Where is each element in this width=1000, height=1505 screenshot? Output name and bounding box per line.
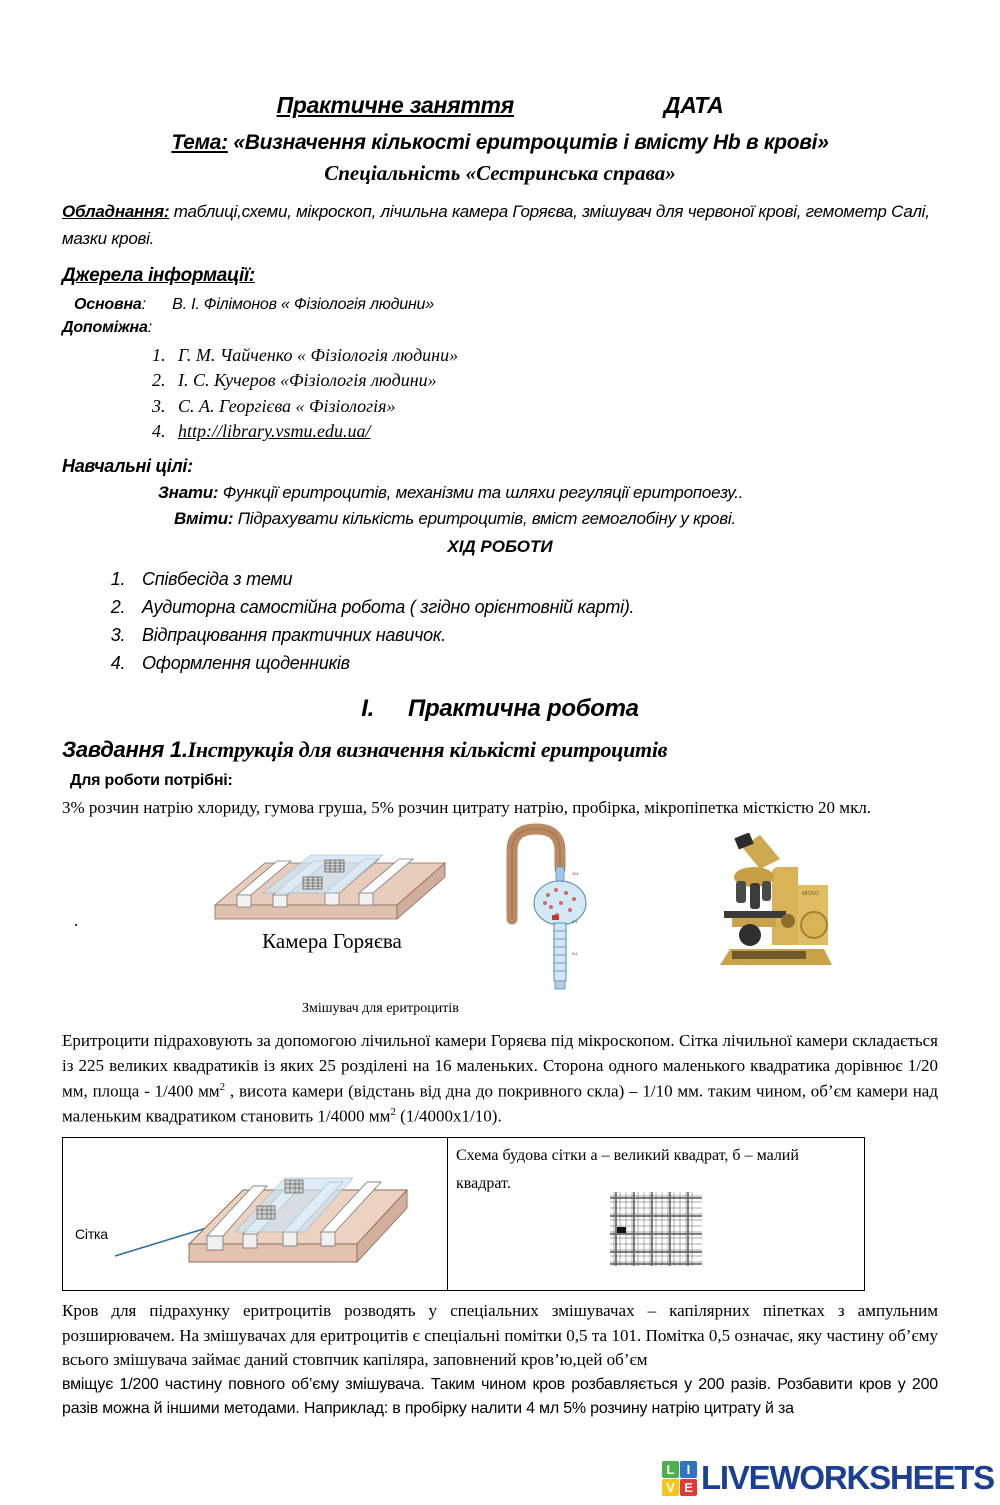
- grid-pointer-label: Сітка: [75, 1225, 108, 1242]
- source-primary-colon: :: [141, 295, 146, 313]
- list-item: [170, 368, 938, 394]
- grid-photo-icon: [608, 1190, 704, 1268]
- task-heading: [62, 737, 938, 763]
- step-text: Аудиторна самостійна робота ( згідно орієнтовній карті).: [142, 596, 635, 617]
- source-primary-value: В. І. Філімонов « Фізіологія людини»: [172, 295, 434, 313]
- logo-squares: [662, 1461, 697, 1496]
- source-item-text: С. А. Георгієва « Фізіологія»: [178, 395, 396, 416]
- needs-text: 3% розчин натрію хлориду, гумова груша, 5% розчин цитрату натрію, пробірка, мікропіпетка місткістю 20 мкл.: [62, 798, 872, 818]
- list-item: [170, 394, 938, 420]
- goryaev-chamber-figure: [207, 833, 452, 938]
- procedure-heading: ХІД РОБОТИ: [447, 536, 553, 556]
- table-row: [63, 1137, 865, 1290]
- source-primary-row: [74, 296, 938, 314]
- main-paragraph-part3: (1/4000х1/10).: [395, 1106, 502, 1126]
- date-placeholder: ДАТА: [663, 92, 724, 118]
- source-secondary-colon: :: [147, 318, 152, 336]
- goal-able-label: Вміти:: [174, 508, 234, 528]
- task-title: Інструкція для визначення кількісті еритроцитів: [187, 737, 668, 763]
- theme-value: «Визначення кількості еритроцитів і вмісту Hb в крові»: [233, 131, 829, 154]
- svg-text:MICRO: MICRO: [802, 890, 819, 897]
- task-number: Завдання 1.: [62, 737, 188, 763]
- practical-work-heading: [62, 695, 938, 723]
- main-paragraph-part2: , висота камери (відстань від дна до покривного скла) – 1/10 мм. таким чином, об’єм камери над маленьким квадратиком становить 1/4000 мм: [62, 1081, 938, 1126]
- logo-letter-e: E: [680, 1479, 697, 1496]
- source-link[interactable]: http://library.vsmu.edu.ua/: [178, 421, 371, 442]
- procedure-steps: [62, 565, 938, 677]
- needs-heading: Для роботи потрібні:: [70, 772, 233, 790]
- main-paragraph: [62, 1029, 938, 1130]
- source-secondary-row: [62, 319, 938, 337]
- equipment-text: таблиці,схеми, мікроскоп, лічильна камера Горяєва, змішувач для червоної крові, гемометр Салі, мазки крові.: [62, 202, 930, 248]
- goal-know-row: [158, 483, 938, 503]
- source-item-text: Г. М. Чайченко « Фізіологія людини»: [178, 344, 459, 365]
- theme-line: [62, 131, 938, 155]
- practical-work-number: I.: [361, 695, 375, 723]
- main-paragraph-part1: Еритроцити підраховують за допомогою лічильної камери Горяєва під мікроскопом. Сітка лічильної камери складається із 225 великих квадратиків із яких 25 розділені на 16 маленьких. Сторона одного маленького квадратика дорівнює 1/20 мм, площа - 1/400 мм: [62, 1030, 938, 1101]
- page-title-row: [62, 92, 938, 119]
- scheme-table: [62, 1137, 865, 1291]
- microscope-icon: [702, 833, 852, 981]
- mixer-pipette-icon: [490, 823, 606, 995]
- logo-letter-l: L: [662, 1461, 679, 1478]
- theme-label: Тема:: [171, 131, 228, 154]
- step-text: Оформлення щоденників: [142, 653, 350, 674]
- step-text: Відпрацювання практичних навичок.: [142, 625, 446, 646]
- list-item: [130, 649, 938, 677]
- chamber-caption: Камера Горяєва: [262, 928, 402, 953]
- chamber-with-grid-icon: [107, 1140, 437, 1288]
- svg-text:101: 101: [572, 870, 579, 876]
- list-item: [130, 593, 938, 621]
- logo-letter-i: I: [680, 1461, 697, 1478]
- bullet-dot: .: [74, 910, 79, 930]
- logo-letter-v: V: [662, 1479, 679, 1496]
- microscope-figure: [702, 833, 852, 986]
- list-item: [130, 565, 938, 593]
- goal-able-row: [174, 509, 938, 529]
- source-secondary-label: Допоміжна: [62, 318, 148, 336]
- table-cell-scheme: [448, 1137, 865, 1290]
- list-item: [170, 343, 938, 369]
- list-item: [170, 419, 938, 445]
- mixer-caption: Змішувач для еритроцитів: [302, 1000, 459, 1016]
- liveworksheets-logo[interactable]: [662, 1459, 994, 1497]
- source-primary-label: Основна: [74, 295, 142, 313]
- table-cell-chamber: [63, 1137, 448, 1290]
- equipment-block: [62, 199, 938, 253]
- main-paragraph-sup1: 2: [219, 1080, 226, 1093]
- list-item: [130, 621, 938, 649]
- bottom-paragraph-sans: вміщує 1/200 частину повного об’єму змішувача. Таким чином кров розбавляється у 200 разів. Розбавити кров у 200 разів можна й іншими методами. Наприклад: в пробірку налити 4 мл 5% розчину натрію цитрату й за: [62, 1375, 938, 1417]
- practical-work-title: Практична робота: [408, 695, 639, 723]
- figures-row: [62, 829, 938, 1007]
- goal-know-text: Функції еритроцитів, механізми та шляхи регуляції еритропоезу..: [222, 482, 744, 502]
- logo-wordmark: LIVEWORKSHEETS: [700, 1459, 994, 1496]
- sources-heading: Джерела інформації:: [62, 264, 255, 286]
- goal-able-text: Підрахувати кількість еритроцитів, вміст гемоглобіну у крові.: [237, 508, 736, 528]
- goal-know-label: Знати:: [158, 482, 219, 502]
- goryaev-chamber-icon: [207, 833, 452, 933]
- svg-text:0,6: 0,6: [572, 950, 578, 956]
- goals-heading: Навчальні цілі:: [62, 455, 193, 476]
- bottom-paragraph-serif: Кров для підрахунку еритроцитів розводять у спеціальних змішувачах – капілярних піпетках з ампульним розширювачем. На змішувачах для еритроцитів є спеціальні помітки 0,5 та 101. Помітка 0,5 означає, яку частину об’єму всього змішувача займає даний стовпчик капіляра, заповнений кров’ю,цей об’єм: [62, 1300, 938, 1370]
- source-list: [62, 343, 938, 445]
- svg-text:0,5: 0,5: [572, 918, 578, 924]
- main-paragraph-sup2: 2: [390, 1106, 396, 1119]
- scheme-caption: Схема будова сітки а – великий квадрат, б – малий квадрат.: [456, 1146, 799, 1192]
- page-title: Практичне заняття: [276, 92, 514, 118]
- erythrocyte-mixer-figure: [490, 823, 606, 1000]
- equipment-label: Обладнання:: [62, 202, 170, 221]
- source-item-text: І. С. Кучеров «Фізіологія людини»: [178, 370, 437, 391]
- specialty-line: Спеціальність «Сестринська справа»: [324, 161, 676, 185]
- worksheet-page: [0, 92, 1000, 1505]
- step-text: Співбесіда з теми: [142, 568, 293, 589]
